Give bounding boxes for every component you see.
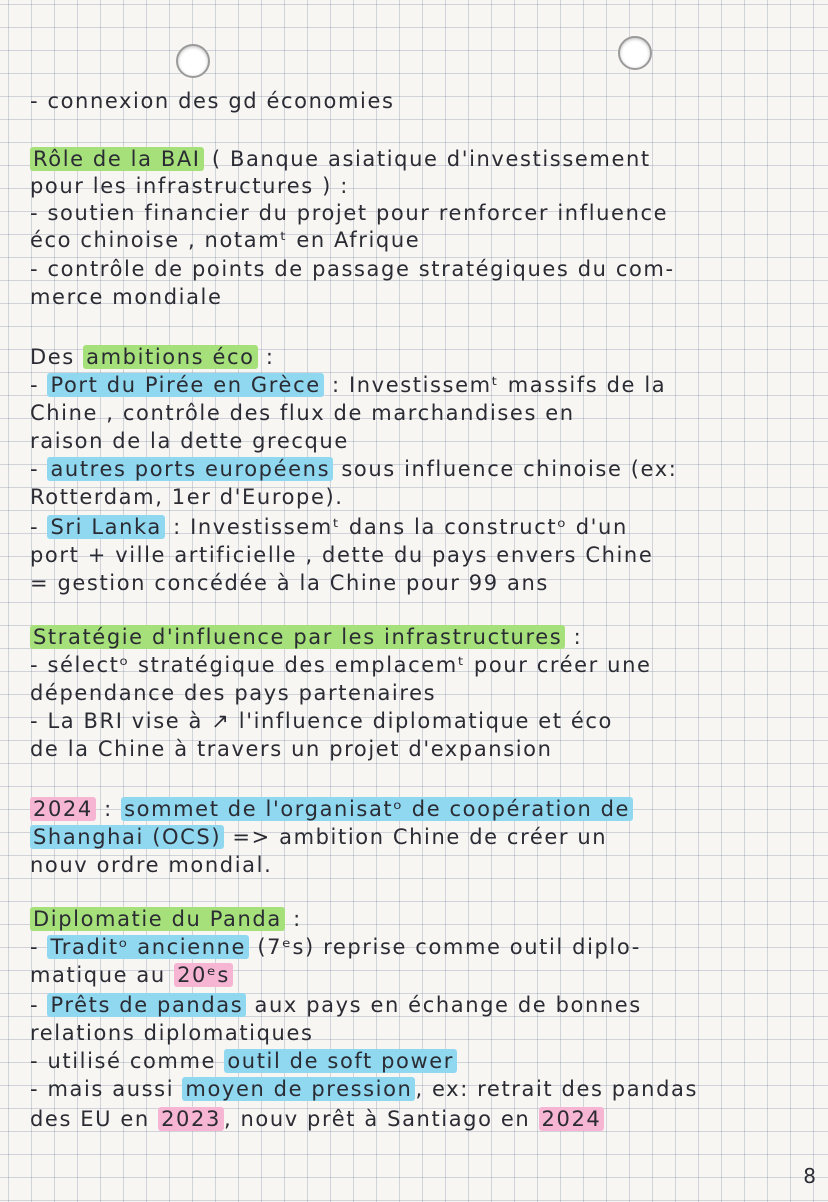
highlight: Sri Lanka: [47, 515, 164, 539]
highlight: Rôle de la BAI: [30, 147, 204, 171]
note-line: de la Chine à travers un projet d'expansion: [30, 737, 553, 761]
highlight: autres ports européens: [47, 457, 333, 481]
highlight: ambitions éco: [83, 345, 257, 369]
highlight: 2024: [30, 797, 96, 821]
highlight: Diplomatie du Panda: [30, 907, 285, 931]
note-line: - contrôle de points de passage stratégiques du com-: [30, 257, 675, 281]
highlight: Port du Pirée en Grèce: [47, 373, 323, 397]
section-heading-ocs: 2024 : sommet de l'organisatᵒ de coopération de: [30, 796, 633, 822]
note-line: dépendance des pays partenaires: [30, 681, 437, 705]
note-line: éco chinoise , notamᵗ en Afrique: [30, 228, 421, 252]
note-line: = gestion concédée à la Chine pour 99 ans: [30, 571, 549, 595]
note-line: - utilisé comme outil de soft power: [30, 1048, 457, 1074]
highlight: sommet de l'organisatᵒ de coopération de: [121, 797, 633, 821]
highlight: outil de soft power: [224, 1049, 457, 1073]
section-heading-bai: Rôle de la BAI ( Banque asiatique d'investissement: [30, 146, 651, 172]
note-line: - mais aussi moyen de pression , ex: retrait des pandas: [30, 1077, 699, 1101]
note-line: - Prêts de pandas aux pays en échange de bonnes: [30, 993, 642, 1017]
highlight: Traditᵒ ancienne: [47, 935, 249, 959]
note-line: - soutien financier du projet pour renforcer influence: [30, 201, 669, 225]
highlight: moyen de pression: [182, 1077, 415, 1101]
highlight: Prêts de pandas: [47, 993, 246, 1017]
note-line: matique au 20ᵉs: [30, 962, 233, 988]
note-line: - Port du Pirée en Grèce : Investissemᵗ massifs de la: [30, 373, 667, 397]
note-line: port + ville artificielle , dette du pays envers Chine: [30, 543, 654, 567]
note-line: relations diplomatiques: [30, 1021, 314, 1045]
note-line: nouv ordre mondial.: [30, 853, 273, 877]
note-line: merce mondiale: [30, 285, 223, 309]
note-line: des EU en 2023 , nouv prêt à Santiago en 2024: [30, 1106, 604, 1132]
highlight: 20ᵉs: [174, 963, 233, 987]
note-line: - connexion des gd économies: [30, 89, 395, 113]
section-heading-strategie: Stratégie d'influence par les infrastructures :: [30, 624, 582, 650]
note-line: - Traditᵒ ancienne (7ᵉs) reprise comme outil diplo-: [30, 935, 641, 959]
note-line: - La BRI vise à ↗ l'influence diplomatique et éco: [30, 709, 613, 733]
highlight: Stratégie d'influence par les infrastructures: [30, 625, 565, 649]
note-line: raison de la dette grecque: [30, 429, 349, 453]
note-line: - sélectᵒ stratégique des emplacemᵗ pour créer une: [30, 653, 652, 677]
highlight: Shanghai (OCS): [30, 825, 224, 849]
note-line: Rotterdam, 1er d'Europe).: [30, 485, 344, 509]
note-line: - Sri Lanka : Investissemᵗ dans la constructᵒ d'un: [30, 515, 628, 539]
section-heading-panda: Diplomatie du Panda :: [30, 906, 302, 932]
note-line: pour les infrastructures ) :: [30, 174, 349, 198]
section-heading-ambitions: Des ambitions éco :: [30, 345, 275, 369]
highlight: 2024: [539, 1107, 605, 1131]
note-line: Shanghai (OCS) => ambition Chine de créer un: [30, 824, 607, 850]
page-number: 8: [803, 1164, 816, 1188]
note-line: Chine , contrôle des flux de marchandises en: [30, 401, 575, 425]
note-line: - autres ports européens sous influence chinoise (ex:: [30, 457, 678, 481]
highlight: 2023: [158, 1107, 224, 1131]
